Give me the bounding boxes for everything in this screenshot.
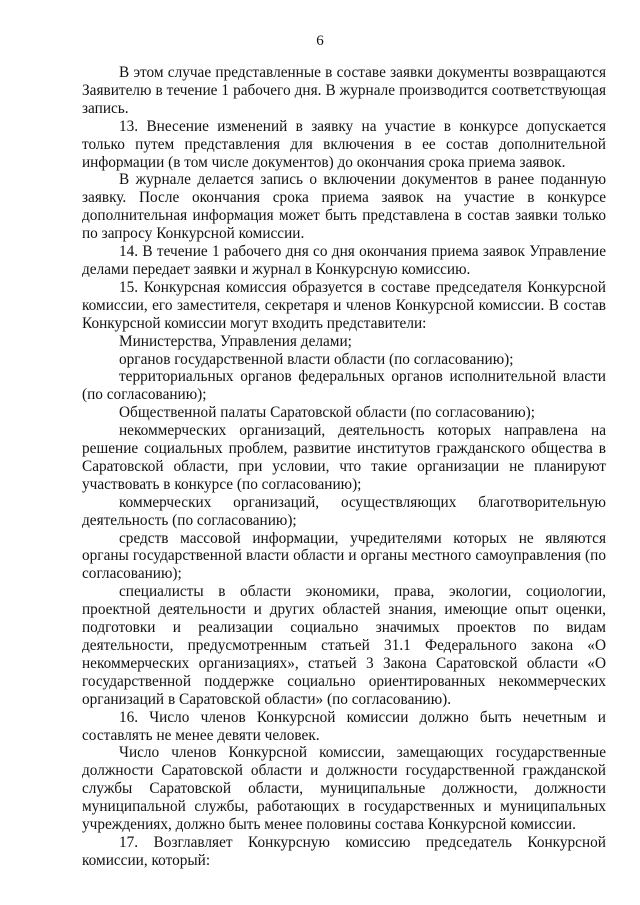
paragraph: 15. Конкурсная комиссия образуется в составе председателя Конкурсной комиссии, его заместителя, секретаря и членов Конкурсной комиссии. В состав Конкурсной комиссии могут входить представители: bbox=[82, 278, 606, 332]
list-item: средств массовой информации, учредителями которых не являются органы государственной власти области и органы местного самоуправления (по согласованию); bbox=[82, 529, 606, 583]
list-item: Министерства, Управления делами; bbox=[119, 332, 352, 350]
paragraph: 16. Число членов Конкурсной комиссии должно быть нечетным и составлять не менее девяти человек. bbox=[82, 708, 606, 744]
list-item: специалисты в области экономики, права, экологии, социологии, проектной деятельности и других областей знания, имеющие опыт оценки, подготовки и реализации социально значимых проектов по видам деятельности, предусмотренным статьей 31.1 Федерального закона «О некоммерческих организациях», статьей 3 Закона Саратовской области «О государственной поддержке социально ориентированных некоммерческих организаций в Саратовской области» (по согласованию). bbox=[82, 583, 606, 708]
paragraph: В этом случае представленные в составе заявки документы возвращаются Заявителю в течение 1 рабочего дня. В журнале производится соответствующая запись. bbox=[82, 64, 606, 117]
paragraph: Число членов Конкурсной комиссии, замещающих государственные должности Саратовской области и должности государственной гражданской службы Саратовской области, муниципальные должности, должности муниципальной службы, работающих в государственных и муниципальных учреждениях, должно быть менее половины состава Конкурсной комиссии. bbox=[82, 744, 606, 834]
list-item: некоммерческих организаций, деятельность которых направлена на решение социальных проблем, развитие институтов гражданского общества в Саратовской области, при условии, что такие организации не планируют участвовать в конкурсе (по согласованию); bbox=[82, 422, 606, 493]
document-body bbox=[82, 64, 606, 870]
list-item: территориальных органов федеральных органов исполнительной власти (по согласованию); bbox=[82, 368, 606, 404]
list-item: органов государственной власти области (по согласованию); bbox=[119, 350, 514, 368]
paragraph: 17. Возглавляет Конкурсную комиссию председатель Конкурсной комиссии, который: bbox=[82, 833, 606, 869]
paragraph: 14. В течение 1 рабочего дня со дня окончания приема заявок Управление делами передает заявки и журнал в Конкурсную комиссию. bbox=[82, 243, 606, 278]
list-item: коммерческих организаций, осуществляющих благотворительную деятельность (по согласованию); bbox=[82, 493, 606, 529]
paragraph: 13. Внесение изменений в заявку на участие в конкурсе допускается только путем представления для включения в ее состав дополнительной информации (в том числе документов) до окончания срока приема заявок. bbox=[82, 117, 606, 171]
page-number: 6 bbox=[316, 33, 324, 49]
paragraph: В журнале делается запись о включении документов в ранее поданную заявку. После окончания срока приема заявок на участие в конкурсе дополнительная информация может быть представлена в состав заявки только по запросу Конкурсной комиссии. bbox=[82, 171, 606, 243]
list-item: Общественной палаты Саратовской области (по согласованию); bbox=[119, 404, 535, 422]
